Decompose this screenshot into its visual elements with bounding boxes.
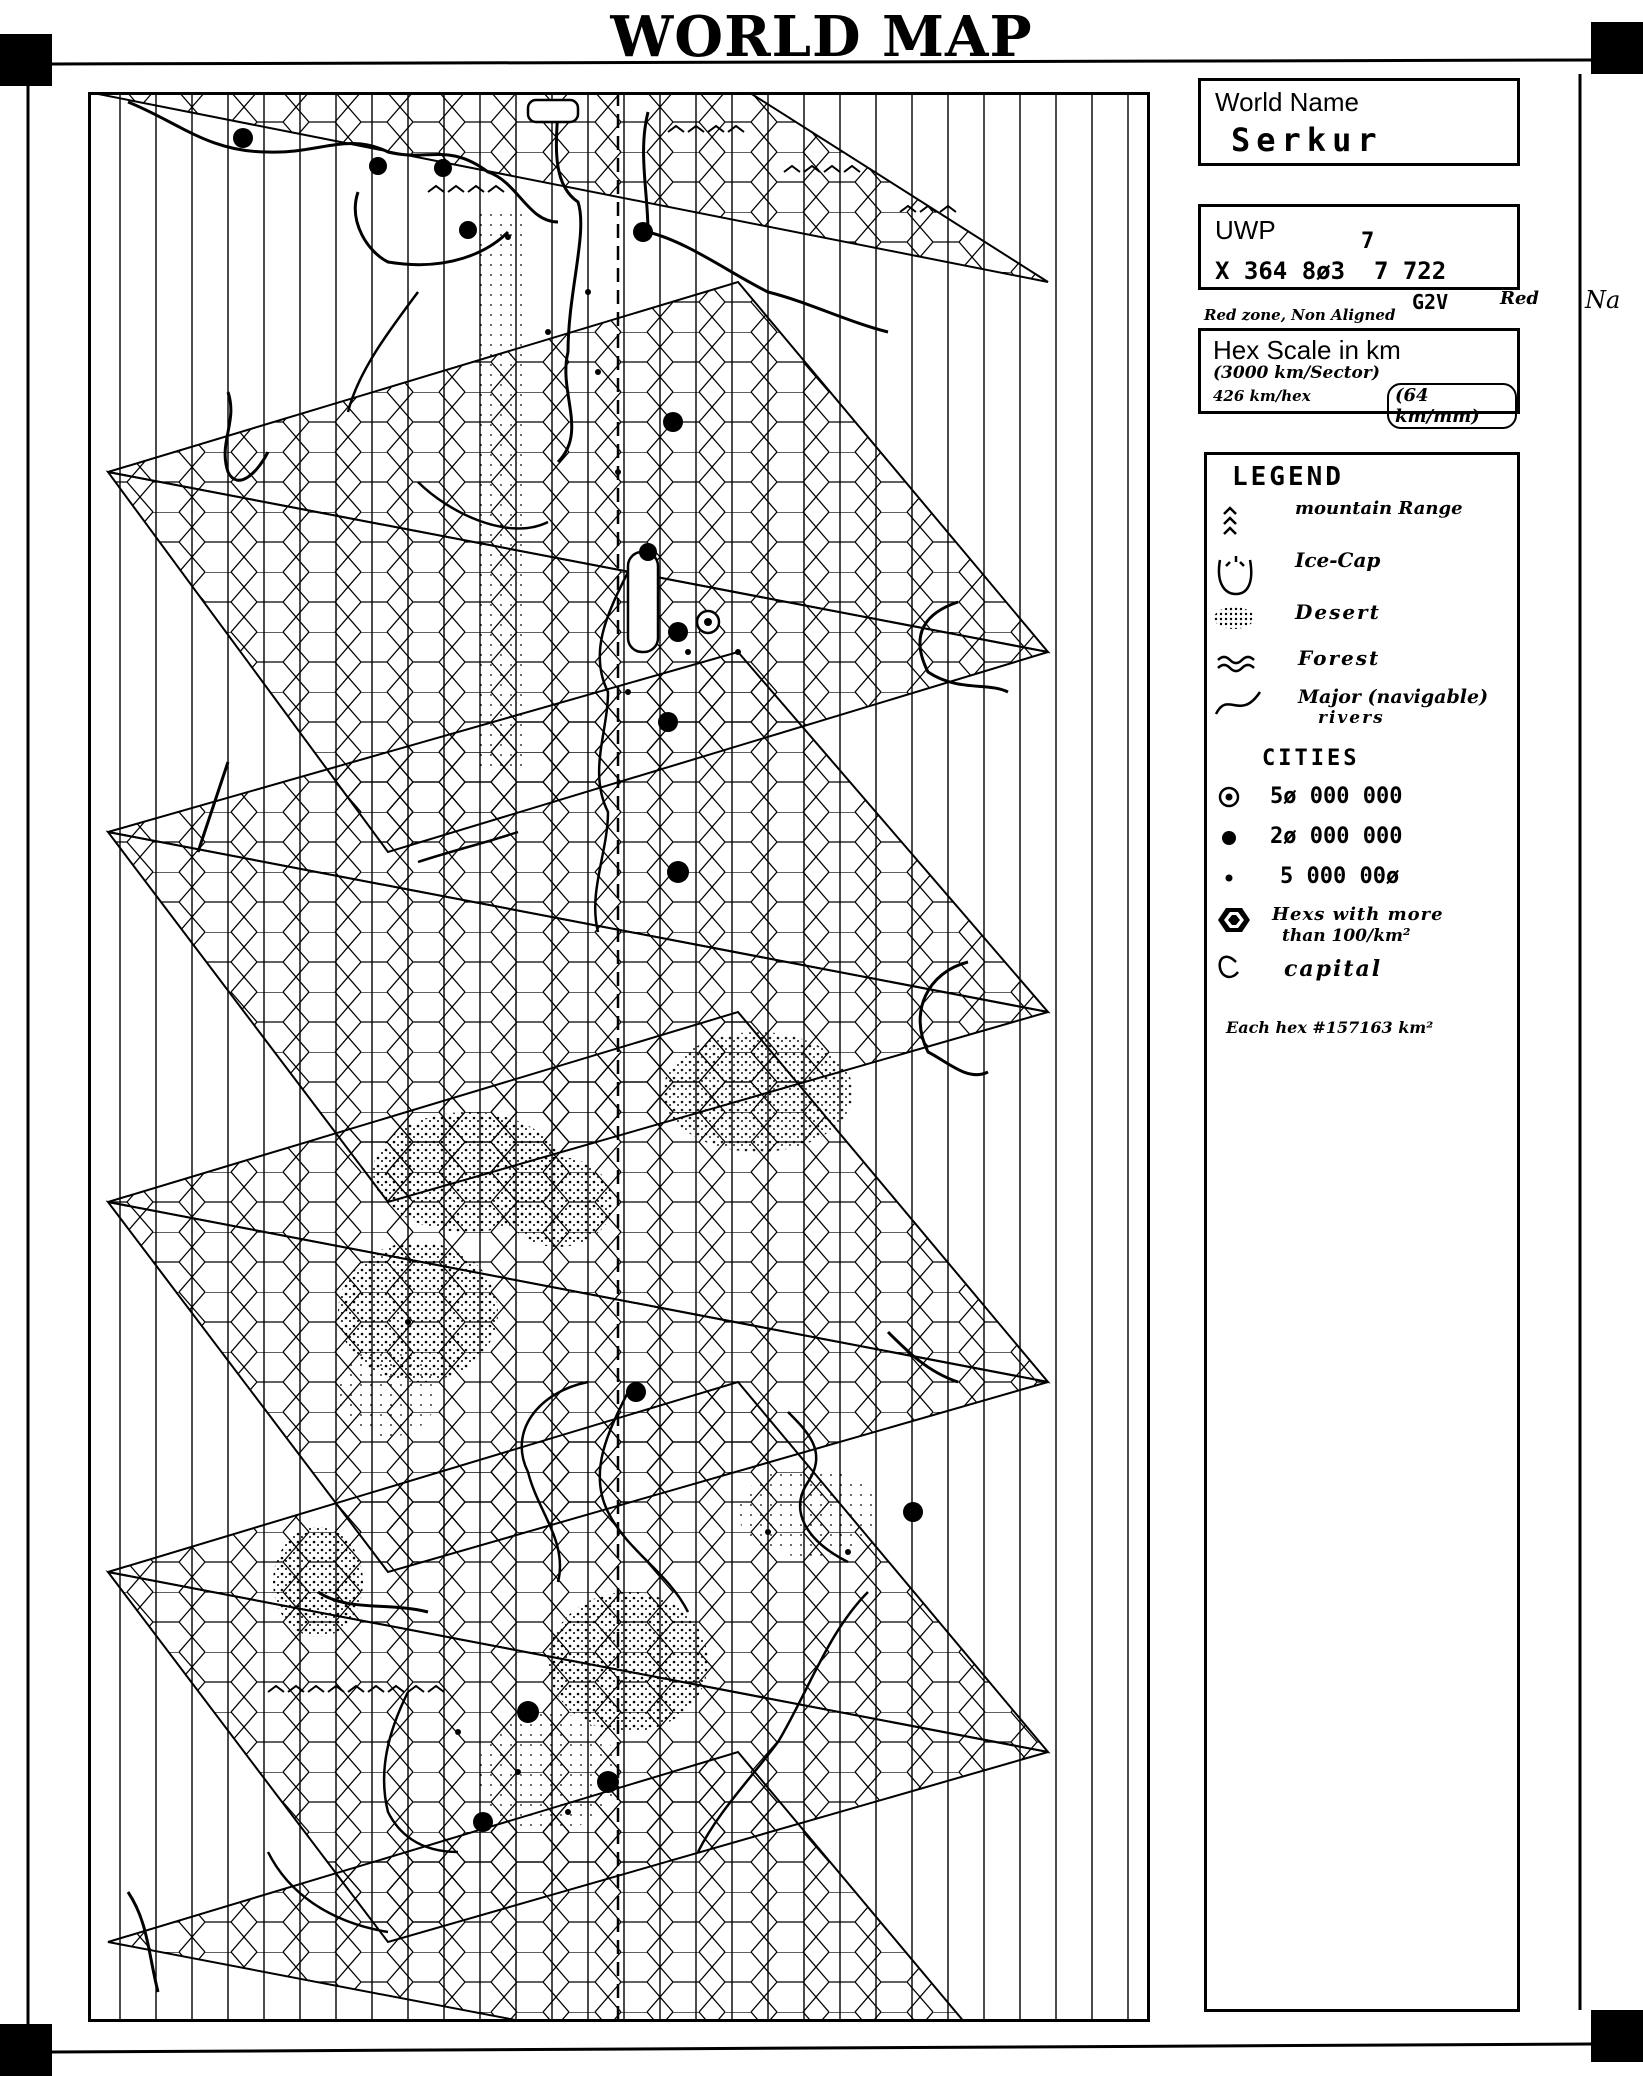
capital-icon <box>1220 957 1238 977</box>
page-title: WORLD MAP <box>610 4 1033 70</box>
hex-scale-label: Hex Scale in km <box>1213 335 1401 365</box>
world-name-label: World Name <box>1215 87 1360 117</box>
uwp-label: UWP <box>1215 215 1276 245</box>
legend-item-mountain-label: mountain Range <box>1295 498 1463 519</box>
city-medium-icon <box>1222 831 1236 845</box>
hex-scale-box <box>1198 328 1520 427</box>
legend-item-forest-label: Forest <box>1298 646 1381 670</box>
uwp-value: X 364 8ø3 7 722 <box>1215 257 1447 285</box>
world-map <box>88 92 1150 2022</box>
dense-hex-label: Hexs with more <box>1272 904 1444 925</box>
desert-area-center <box>663 1032 853 1152</box>
city-small-label: 5 000 00ø <box>1280 864 1400 889</box>
city-medium-label: 2ø 000 000 <box>1270 824 1403 849</box>
hex-area-label: Each hex #157163 km² <box>1226 1018 1434 1037</box>
cities-heading: CITIES <box>1262 746 1360 771</box>
world-name-box <box>1198 78 1520 166</box>
mountain-icon <box>1224 508 1236 534</box>
world-name-value: Serkur <box>1231 121 1383 159</box>
side-note: Na <box>1585 286 1621 314</box>
ice-cap-icon <box>1219 556 1251 594</box>
river-icon <box>1216 692 1260 714</box>
stellar-data: G2V <box>1412 290 1449 314</box>
uwp-remark: Red zone, Non Aligned <box>1204 306 1396 324</box>
legend-item-river-label2: rivers <box>1318 708 1385 728</box>
hex-scale-line1: (3000 km/Sector) <box>1213 363 1380 383</box>
uwp-superscript: 7 <box>1361 229 1375 254</box>
desert-icon <box>1214 607 1254 629</box>
dense-hex-label2: than 100/km² <box>1282 926 1411 946</box>
city-small-icon <box>1226 875 1233 882</box>
uwp-box <box>1198 204 1520 290</box>
capital-label: capital <box>1284 956 1383 982</box>
dense-hex-icon <box>1218 908 1250 932</box>
legend-heading: LEGEND <box>1232 462 1344 492</box>
city-large-marker-core <box>704 618 712 626</box>
legend-item-desert-label: Desert <box>1295 600 1381 624</box>
hex-scale-line3: (64 km/mm) <box>1387 383 1517 429</box>
zone-tag: Red <box>1500 288 1539 309</box>
city-large-label: 5ø 000 000 <box>1270 784 1403 809</box>
forest-icon <box>1218 657 1254 671</box>
legend-item-ice-cap-label: Ice-Cap <box>1295 548 1381 572</box>
forest-strip-center <box>480 212 530 772</box>
legend-item-river-label: Major (navigable) <box>1298 686 1489 708</box>
hex-scale-line2: 426 km/hex <box>1213 387 1311 405</box>
